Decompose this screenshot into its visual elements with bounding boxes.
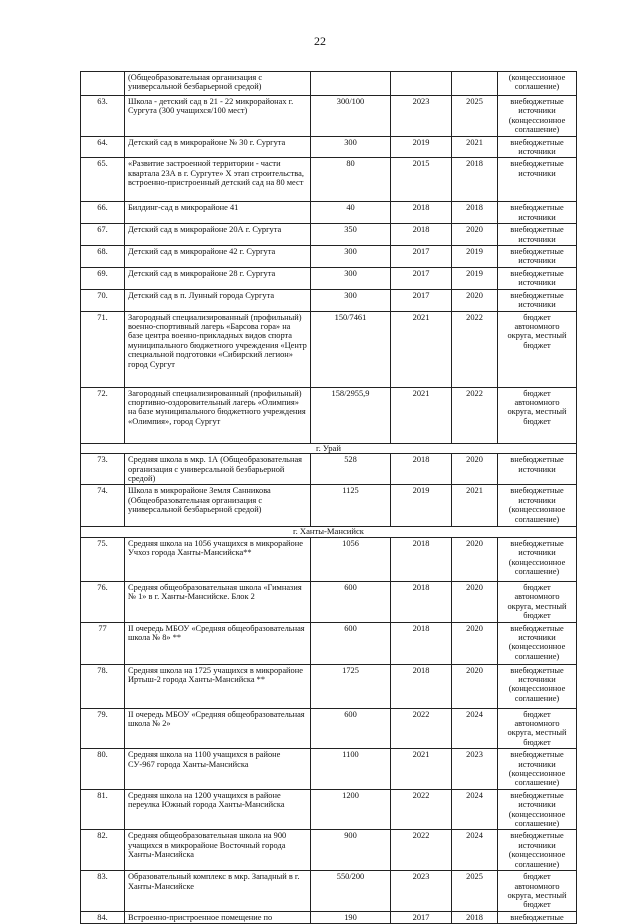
row-number: 65.	[81, 158, 125, 202]
end-year: 2020	[452, 622, 498, 664]
start-year: 2018	[391, 537, 452, 581]
object-name: Средняя школа на 1725 учащихся в микрорайоне Иртыш-2 города Ханты-Мансийска **	[125, 664, 311, 708]
row-number: 73.	[81, 454, 125, 485]
funding-source: внебюджетные источники (концессионное соглашение)	[498, 96, 577, 137]
row-number	[81, 72, 125, 96]
table-row	[81, 749, 577, 790]
object-name: (Общеобразовательная организация с универсальной безбарьерной средой)	[125, 72, 311, 96]
funding-source: внебюджетные источники	[498, 224, 577, 246]
table-row	[81, 485, 577, 527]
city-header-row	[81, 527, 577, 538]
object-name: Билдинг-сад в микрорайоне 41	[125, 202, 311, 224]
table-row	[81, 537, 577, 581]
table-row	[81, 289, 577, 311]
table-row	[81, 581, 577, 622]
object-name: Загородный специализированный (профильный) военно-спортивный лагерь «Барсова гора» на базе центра военно-прикладных видов спорта муниципального бюджетного учреждения «Центр специальной подготовки «Сибирский легион» город Сургут	[125, 311, 311, 387]
end-year: 2021	[452, 136, 498, 158]
start-year: 2019	[391, 136, 452, 158]
funding-source: внебюджетные источники	[498, 454, 577, 485]
table-row	[81, 158, 577, 202]
capacity: 528	[311, 454, 391, 485]
object-name: Средняя общеобразовательная школа «Гимназия № 1» в г. Ханты-Мансийске. Блок 2	[125, 581, 311, 622]
end-year: 2024	[452, 789, 498, 830]
row-number: 76.	[81, 581, 125, 622]
object-name: Детский сад в микрорайоне 28 г. Сургута	[125, 267, 311, 289]
object-name: Школа - детский сад в 21 - 22 микрорайонах г. Сургута (300 учащихся/100 мест)	[125, 96, 311, 137]
investment-projects-table	[80, 71, 577, 924]
start-year: 2021	[391, 387, 452, 443]
capacity: 1125	[311, 485, 391, 527]
funding-source: внебюджетные источники (концессионное соглашение)	[498, 830, 577, 871]
end-year: 2020	[452, 224, 498, 246]
end-year	[452, 72, 498, 96]
table-row	[81, 136, 577, 158]
end-year: 2021	[452, 485, 498, 527]
funding-source: бюджет автономного округа, местный бюджет	[498, 708, 577, 749]
end-year: 2022	[452, 311, 498, 387]
row-number: 84.	[81, 911, 125, 923]
table-row	[81, 387, 577, 443]
object-name: II очередь МБОУ «Средняя общеобразовательная школа № 2»	[125, 708, 311, 749]
table-row	[81, 96, 577, 137]
row-number: 72.	[81, 387, 125, 443]
table-row	[81, 311, 577, 387]
table-row	[81, 708, 577, 749]
row-number: 71.	[81, 311, 125, 387]
start-year: 2022	[391, 789, 452, 830]
capacity: 190	[311, 911, 391, 923]
start-year: 2018	[391, 454, 452, 485]
capacity: 350	[311, 224, 391, 246]
table-row	[81, 267, 577, 289]
start-year: 2021	[391, 311, 452, 387]
table-body	[81, 72, 577, 924]
funding-source: внебюджетные источники	[498, 202, 577, 224]
capacity: 1725	[311, 664, 391, 708]
row-number: 77	[81, 622, 125, 664]
object-name: Образовательный комплекс в мкр. Западный в г. Ханты-Мансийске	[125, 871, 311, 912]
row-number: 70.	[81, 289, 125, 311]
funding-source: бюджет автономного округа, местный бюджет	[498, 387, 577, 443]
end-year: 2020	[452, 454, 498, 485]
capacity: 600	[311, 581, 391, 622]
row-number: 66.	[81, 202, 125, 224]
row-number: 67.	[81, 224, 125, 246]
row-number: 64.	[81, 136, 125, 158]
object-name: Загородный специализированный (профильный) спортивно-оздоровительный лагерь «Олимпия» на базе муниципального бюджетного учреждения «Олимпия», город Сургут	[125, 387, 311, 443]
end-year: 2019	[452, 246, 498, 268]
city-name: г. Ханты-Мансийск	[81, 527, 577, 538]
end-year: 2018	[452, 911, 498, 923]
funding-source: бюджет автономного округа, местный бюджет	[498, 311, 577, 387]
object-name: Средняя школа на 1200 учащихся в районе переулка Южный города Ханты-Мансийска	[125, 789, 311, 830]
object-name: Детский сад в микрорайоне № 30 г. Сургута	[125, 136, 311, 158]
table-row	[81, 224, 577, 246]
city-header-row	[81, 443, 577, 454]
start-year	[391, 72, 452, 96]
funding-source: внебюджетные	[498, 911, 577, 923]
table-row	[81, 622, 577, 664]
start-year: 2018	[391, 622, 452, 664]
end-year: 2022	[452, 387, 498, 443]
funding-source: внебюджетные источники	[498, 267, 577, 289]
funding-source: внебюджетные источники	[498, 158, 577, 202]
row-number: 80.	[81, 749, 125, 790]
end-year: 2025	[452, 871, 498, 912]
object-name: Средняя школа на 1056 учащихся в микрорайоне Учхоз города Ханты-Мансийска**	[125, 537, 311, 581]
capacity: 300/100	[311, 96, 391, 137]
row-number: 81.	[81, 789, 125, 830]
end-year: 2020	[452, 289, 498, 311]
funding-source: бюджет автономного округа, местный бюджет	[498, 871, 577, 912]
page-number: 22	[314, 34, 326, 48]
start-year: 2022	[391, 830, 452, 871]
funding-source: внебюджетные источники (концессионное соглашение)	[498, 749, 577, 790]
funding-source: внебюджетные источники (концессионное соглашение)	[498, 485, 577, 527]
object-name: Детский сад в микрорайоне 42 г. Сургута	[125, 246, 311, 268]
table-row	[81, 911, 577, 923]
object-name: Встроенно-пристроенное помещение по	[125, 911, 311, 923]
table-row	[81, 664, 577, 708]
capacity: 300	[311, 267, 391, 289]
object-name: Средняя школа на 1100 учащихся в районе СУ-967 города Ханты-Мансийска	[125, 749, 311, 790]
start-year: 2015	[391, 158, 452, 202]
row-number: 83.	[81, 871, 125, 912]
capacity: 300	[311, 246, 391, 268]
table-row	[81, 871, 577, 912]
object-name: Школа в микрорайоне Земля Санникова (Общеобразовательная организация с универсальной безбарьерной средой)	[125, 485, 311, 527]
capacity: 550/200	[311, 871, 391, 912]
row-number: 69.	[81, 267, 125, 289]
funding-source: (концессионное соглашение)	[498, 72, 577, 96]
end-year: 2018	[452, 158, 498, 202]
row-number: 79.	[81, 708, 125, 749]
capacity: 80	[311, 158, 391, 202]
row-number: 74.	[81, 485, 125, 527]
capacity: 900	[311, 830, 391, 871]
start-year: 2018	[391, 224, 452, 246]
capacity: 40	[311, 202, 391, 224]
row-number: 63.	[81, 96, 125, 137]
row-number: 75.	[81, 537, 125, 581]
funding-source: внебюджетные источники	[498, 246, 577, 268]
capacity: 1056	[311, 537, 391, 581]
capacity: 1200	[311, 789, 391, 830]
table-row	[81, 202, 577, 224]
capacity: 600	[311, 622, 391, 664]
capacity: 1100	[311, 749, 391, 790]
funding-source: бюджет автономного округа, местный бюджет	[498, 581, 577, 622]
end-year: 2019	[452, 267, 498, 289]
start-year: 2017	[391, 911, 452, 923]
start-year: 2023	[391, 871, 452, 912]
start-year: 2018	[391, 202, 452, 224]
capacity: 300	[311, 289, 391, 311]
object-name: Детский сад в п. Лунный города Сургута	[125, 289, 311, 311]
row-number: 82.	[81, 830, 125, 871]
end-year: 2020	[452, 537, 498, 581]
end-year: 2018	[452, 202, 498, 224]
object-name: «Развитие застроенной территории - части квартала 23А в г. Сургуте» X этап строительства, встроенно-пристроенный детский сад на 80 мест	[125, 158, 311, 202]
object-name: II очередь МБОУ «Средняя общеобразовательная школа № 8» **	[125, 622, 311, 664]
object-name: Средняя школа в мкр. 1А (Общеобразовательная организация с универсальной безбарьерной средой)	[125, 454, 311, 485]
start-year: 2022	[391, 708, 452, 749]
table-row	[81, 454, 577, 485]
capacity: 600	[311, 708, 391, 749]
end-year: 2025	[452, 96, 498, 137]
start-year: 2023	[391, 96, 452, 137]
start-year: 2018	[391, 581, 452, 622]
table-row	[81, 789, 577, 830]
start-year: 2017	[391, 246, 452, 268]
table-row	[81, 72, 577, 96]
end-year: 2023	[452, 749, 498, 790]
capacity: 150/7461	[311, 311, 391, 387]
object-name: Детский сад в микрорайоне 20А г. Сургута	[125, 224, 311, 246]
row-number: 78.	[81, 664, 125, 708]
end-year: 2024	[452, 708, 498, 749]
start-year: 2017	[391, 289, 452, 311]
funding-source: внебюджетные источники (концессионное соглашение)	[498, 622, 577, 664]
end-year: 2024	[452, 830, 498, 871]
start-year: 2021	[391, 749, 452, 790]
capacity: 300	[311, 136, 391, 158]
table-row	[81, 830, 577, 871]
end-year: 2020	[452, 664, 498, 708]
funding-source: внебюджетные источники (концессионное соглашение)	[498, 537, 577, 581]
funding-source: внебюджетные источники	[498, 136, 577, 158]
city-name: г. Урай	[81, 443, 577, 454]
start-year: 2019	[391, 485, 452, 527]
capacity	[311, 72, 391, 96]
table-row	[81, 246, 577, 268]
start-year: 2017	[391, 267, 452, 289]
capacity: 158/2955,9	[311, 387, 391, 443]
funding-source: внебюджетные источники (концессионное соглашение)	[498, 664, 577, 708]
end-year: 2020	[452, 581, 498, 622]
funding-source: внебюджетные источники	[498, 289, 577, 311]
row-number: 68.	[81, 246, 125, 268]
start-year: 2018	[391, 664, 452, 708]
object-name: Средняя общеобразовательная школа на 900 учащихся в микрорайоне Восточный города Ханты-Мансийска	[125, 830, 311, 871]
funding-source: внебюджетные источники (концессионное соглашение)	[498, 789, 577, 830]
